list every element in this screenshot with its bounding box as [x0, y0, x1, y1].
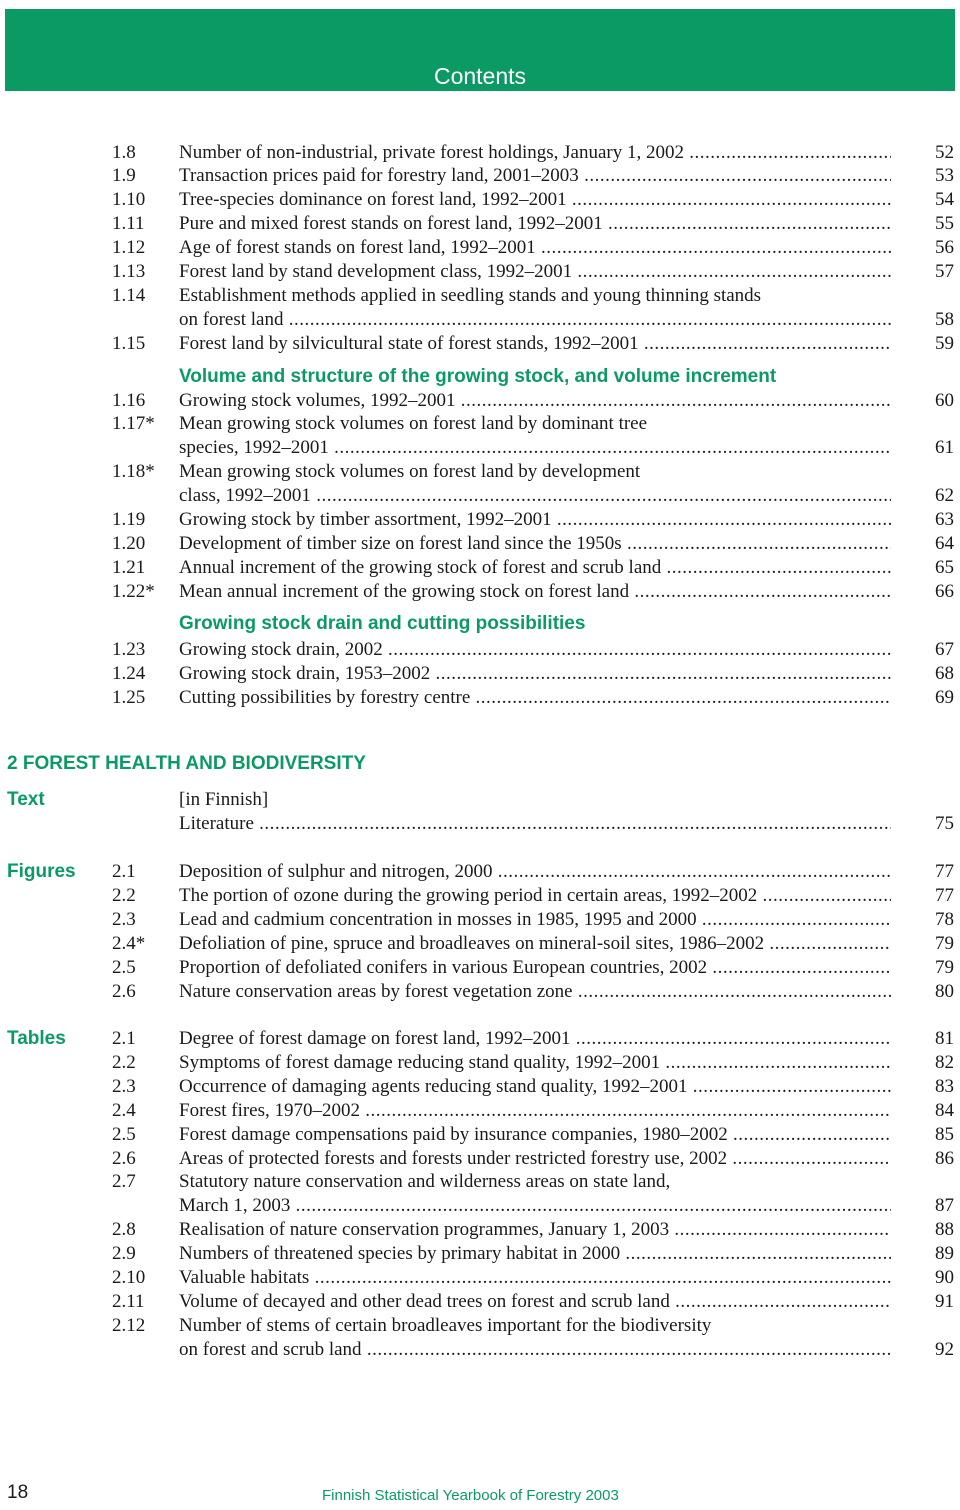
entry-number: 2.1 — [112, 861, 136, 882]
entry-title: Number of stems of certain broadleaves important for the biodiversity — [179, 1315, 712, 1336]
toc-entry[interactable] — [0, 332, 960, 356]
entry-page: 92 — [935, 1339, 954, 1360]
entry-page: 67 — [935, 639, 954, 660]
toc-entry[interactable] — [0, 389, 960, 413]
entry-number: 1.9 — [112, 165, 136, 186]
toc-entry-continued[interactable] — [0, 484, 960, 508]
entry-title: Mean growing stock volumes on forest land by development — [179, 461, 641, 482]
entry-page: 91 — [935, 1291, 954, 1312]
toc-entry[interactable] — [0, 580, 960, 604]
toc-entry[interactable] — [0, 236, 960, 260]
entry-title: Nature conservation areas by forest vegetation zone ..... — [179, 980, 891, 1004]
entry-title: Development of timber size on forest land since the 1950s ..... — [179, 532, 891, 556]
entry-page: 88 — [935, 1219, 954, 1240]
toc-entry[interactable] — [0, 1242, 960, 1266]
entry-number: 1.16 — [112, 390, 146, 411]
toc-entry[interactable] — [0, 812, 960, 836]
entry-number: 2.6 — [112, 981, 136, 1002]
entry-page: 61 — [935, 437, 954, 458]
entry-page: 55 — [935, 213, 954, 234]
entry-title: Volume of decayed and other dead trees on forest and scrub land ..... — [179, 1290, 891, 1314]
entry-number: 1.17* — [112, 413, 155, 434]
entry-title: Forest fires, 1970–2002 ..... — [179, 1099, 891, 1123]
toc-entry-continued[interactable] — [0, 308, 960, 332]
toc-entry[interactable] — [0, 188, 960, 212]
entry-title: Tree-species dominance on forest land, 1992–2001 ..... — [179, 188, 891, 212]
entry-page: 89 — [935, 1243, 954, 1264]
entry-number: 1.10 — [112, 189, 146, 210]
entry-page: 65 — [935, 557, 954, 578]
toc-entry-continued[interactable] — [0, 436, 960, 460]
entry-title: Occurrence of damaging agents reducing stand quality, 1992–2001 ..... — [179, 1075, 891, 1099]
entry-title: Cutting possibilities by forestry centre ..... — [179, 686, 891, 710]
entry-page: 57 — [935, 261, 954, 282]
entry-title: Mean growing stock volumes on forest land by dominant tree — [179, 413, 648, 434]
entry-page: 63 — [935, 509, 954, 530]
entry-number: 1.22* — [112, 581, 155, 602]
entry-page: 56 — [935, 237, 954, 258]
entry-title: Annual increment of the growing stock of forest and scrub land ..... — [179, 556, 891, 580]
entry-title: Literature ..... — [179, 812, 891, 836]
entry-page: 77 — [935, 885, 954, 906]
entry-number: 1.14 — [112, 285, 146, 306]
entry-page: 58 — [935, 309, 954, 330]
entry-number: 2.11 — [112, 1291, 145, 1312]
toc-entry[interactable] — [0, 662, 960, 686]
toc-entry[interactable] — [0, 788, 960, 812]
entry-page: 59 — [935, 333, 954, 354]
entry-title-continued: species, 1992–2001 ..... — [179, 436, 891, 460]
entry-number: 2.2 — [112, 1052, 136, 1073]
footer-page-number: 18 — [7, 1482, 29, 1503]
entry-title: Forest damage compensations paid by insurance companies, 1980–2002 ..... — [179, 1123, 891, 1147]
footer-publication-title: Finnish Statistical Yearbook of Forestry 2003 — [322, 1487, 619, 1504]
toc-entry[interactable] — [0, 1266, 960, 1290]
entry-title: Degree of forest damage on forest land, 1992–2001 ..... — [179, 1027, 891, 1051]
toc-entry-continued[interactable] — [0, 1194, 960, 1218]
toc-entry[interactable] — [0, 884, 960, 908]
entry-number: 2.3 — [112, 909, 136, 930]
entry-number: 2.9 — [112, 1243, 136, 1264]
toc-entry[interactable] — [0, 860, 960, 884]
toc-entry[interactable] — [0, 212, 960, 236]
entry-number: 1.11 — [112, 213, 145, 234]
entry-number: 2.12 — [112, 1315, 146, 1336]
toc-entry[interactable] — [0, 412, 960, 436]
entry-number: 2.4 — [112, 1100, 136, 1121]
entry-number: 2.2 — [112, 885, 136, 906]
entry-page: 87 — [935, 1195, 954, 1216]
entry-page: 90 — [935, 1267, 954, 1288]
entry-number: 2.4* — [112, 933, 146, 954]
toc-entry[interactable] — [0, 1123, 960, 1147]
entry-title: Growing stock drain, 1953–2002 ..... — [179, 662, 891, 686]
entry-page: 69 — [935, 687, 954, 708]
entry-number: 1.18* — [112, 461, 155, 482]
toc-entry[interactable] — [0, 556, 960, 580]
toc-entry[interactable] — [0, 532, 960, 556]
toc-entry[interactable] — [0, 908, 960, 932]
entry-page: 77 — [935, 861, 954, 882]
entry-title: Symptoms of forest damage reducing stand quality, 1992–2001 ..... — [179, 1051, 891, 1075]
entry-number: 1.20 — [112, 533, 146, 554]
entry-number: 2.5 — [112, 957, 136, 978]
entry-number: 1.21 — [112, 557, 146, 578]
header-band — [5, 9, 955, 91]
entry-page: 68 — [935, 663, 954, 684]
toc-entry[interactable] — [0, 980, 960, 1004]
entry-number: 2.5 — [112, 1124, 136, 1145]
figures-label: Figures — [7, 861, 76, 882]
toc-entry[interactable] — [0, 164, 960, 188]
entry-number: 1.24 — [112, 663, 146, 684]
entry-title: Lead and cadmium concentration in mosses in 1985, 1995 and 2000 ..... — [179, 908, 891, 932]
entry-title-continued: on forest land ..... — [179, 308, 891, 332]
toc-entry[interactable] — [0, 1170, 960, 1194]
toc-entry[interactable] — [0, 1075, 960, 1099]
toc-entry[interactable] — [0, 1314, 960, 1338]
entry-title: Defoliation of pine, spruce and broadleaves on mineral-soil sites, 1986–2002 ..... — [179, 932, 891, 956]
toc-entry[interactable] — [0, 141, 960, 165]
entry-number: 2.1 — [112, 1028, 136, 1049]
entry-page: 53 — [935, 165, 954, 186]
entry-title: Mean annual increment of the growing stock on forest land ..... — [179, 580, 891, 604]
entry-title: [in Finnish] — [179, 789, 269, 810]
entry-title-continued: on forest and scrub land ..... — [179, 1338, 891, 1362]
toc-entry[interactable] — [0, 932, 960, 956]
text-label: Text — [7, 789, 45, 810]
entry-number: 1.13 — [112, 261, 146, 282]
toc-entry[interactable] — [0, 508, 960, 532]
entry-number: 2.3 — [112, 1076, 136, 1097]
entry-page: 83 — [935, 1076, 954, 1097]
entry-title: Forest land by stand development class, 1992–2001 ..... — [179, 260, 891, 284]
entry-title: Statutory nature conservation and wilderness areas on state land, — [179, 1171, 671, 1192]
entry-title: Areas of protected forests and forests under restricted forestry use, 2002 ..... — [179, 1147, 891, 1171]
section-subheading: Volume and structure of the growing stock, and volume increment — [179, 366, 777, 387]
entry-title-continued: class, 1992–2001 ..... — [179, 484, 891, 508]
entry-title: The portion of ozone during the growing period in certain areas, 1992–2002 ..... — [179, 884, 891, 908]
tables-label: Tables — [7, 1028, 66, 1049]
entry-page: 82 — [935, 1052, 954, 1073]
entry-title: Growing stock volumes, 1992–2001 ..... — [179, 389, 891, 413]
entry-number: 2.7 — [112, 1171, 136, 1192]
entry-number: 2.10 — [112, 1267, 146, 1288]
entry-title: Numbers of threatened species by primary habitat in 2000 ..... — [179, 1242, 891, 1266]
entry-page: 62 — [935, 485, 954, 506]
entry-title: Growing stock by timber assortment, 1992–2001 ..... — [179, 508, 891, 532]
entry-title-continued: March 1, 2003 ..... — [179, 1194, 891, 1218]
entry-title: Valuable habitats ..... — [179, 1266, 891, 1290]
entry-title: Transaction prices paid for forestry land, 2001–2003 ..... — [179, 164, 891, 188]
entry-number: 1.23 — [112, 639, 146, 660]
entry-page: 66 — [935, 581, 954, 602]
toc-entry[interactable] — [0, 1147, 960, 1171]
toc-entry[interactable] — [0, 1051, 960, 1075]
page-title: Contents — [433, 63, 527, 89]
entry-page: 52 — [935, 142, 954, 163]
toc-entry-continued[interactable] — [0, 1338, 960, 1362]
toc-entry[interactable] — [0, 1099, 960, 1123]
entry-number: 1.8 — [112, 142, 136, 163]
toc-entry[interactable] — [0, 638, 960, 662]
entry-title: Forest land by silvicultural state of forest stands, 1992–2001 ..... — [179, 332, 891, 356]
toc-entry[interactable] — [0, 1027, 960, 1051]
section-subheading: Growing stock drain and cutting possibilities — [179, 613, 586, 634]
toc-entry[interactable] — [0, 956, 960, 980]
toc-entry[interactable] — [0, 686, 960, 710]
entry-number: 1.12 — [112, 237, 146, 258]
entry-title: Number of non-industrial, private forest holdings, January 1, 2002 ..... — [179, 141, 891, 165]
toc-entry[interactable] — [0, 460, 960, 484]
entry-page: 85 — [935, 1124, 954, 1145]
entry-page: 84 — [935, 1100, 954, 1121]
entry-number: 2.6 — [112, 1148, 136, 1169]
entry-page: 86 — [935, 1148, 954, 1169]
entry-number: 2.8 — [112, 1219, 136, 1240]
entry-title: Growing stock drain, 2002 ..... — [179, 638, 891, 662]
entry-page: 81 — [935, 1028, 954, 1049]
entry-page: 79 — [935, 957, 954, 978]
toc-entry[interactable] — [0, 260, 960, 284]
chapter-heading: 2 FOREST HEALTH AND BIODIVERSITY — [7, 753, 366, 774]
entry-page: 54 — [935, 189, 954, 210]
entry-title: Proportion of defoliated conifers in various European countries, 2002 ..... — [179, 956, 891, 980]
entry-number: 1.15 — [112, 333, 146, 354]
entry-page: 75 — [935, 813, 954, 834]
entry-page: 79 — [935, 933, 954, 954]
toc-entry[interactable] — [0, 1218, 960, 1242]
entry-page: 80 — [935, 981, 954, 1002]
entry-page: 64 — [935, 533, 954, 554]
entry-number: 1.25 — [112, 687, 146, 708]
entry-title: Establishment methods applied in seedling stands and young thinning stands — [179, 285, 762, 306]
entry-number: 1.19 — [112, 509, 146, 530]
toc-entry[interactable] — [0, 1290, 960, 1314]
entry-title: Deposition of sulphur and nitrogen, 2000 ..... — [179, 860, 891, 884]
entry-title: Realisation of nature conservation programmes, January 1, 2003 ..... — [179, 1218, 891, 1242]
entry-page: 60 — [935, 390, 954, 411]
entry-page: 78 — [935, 909, 954, 930]
entry-title: Pure and mixed forest stands on forest land, 1992–2001 ..... — [179, 212, 891, 236]
toc-entry[interactable] — [0, 284, 960, 308]
entry-title: Age of forest stands on forest land, 1992–2001 ..... — [179, 236, 891, 260]
